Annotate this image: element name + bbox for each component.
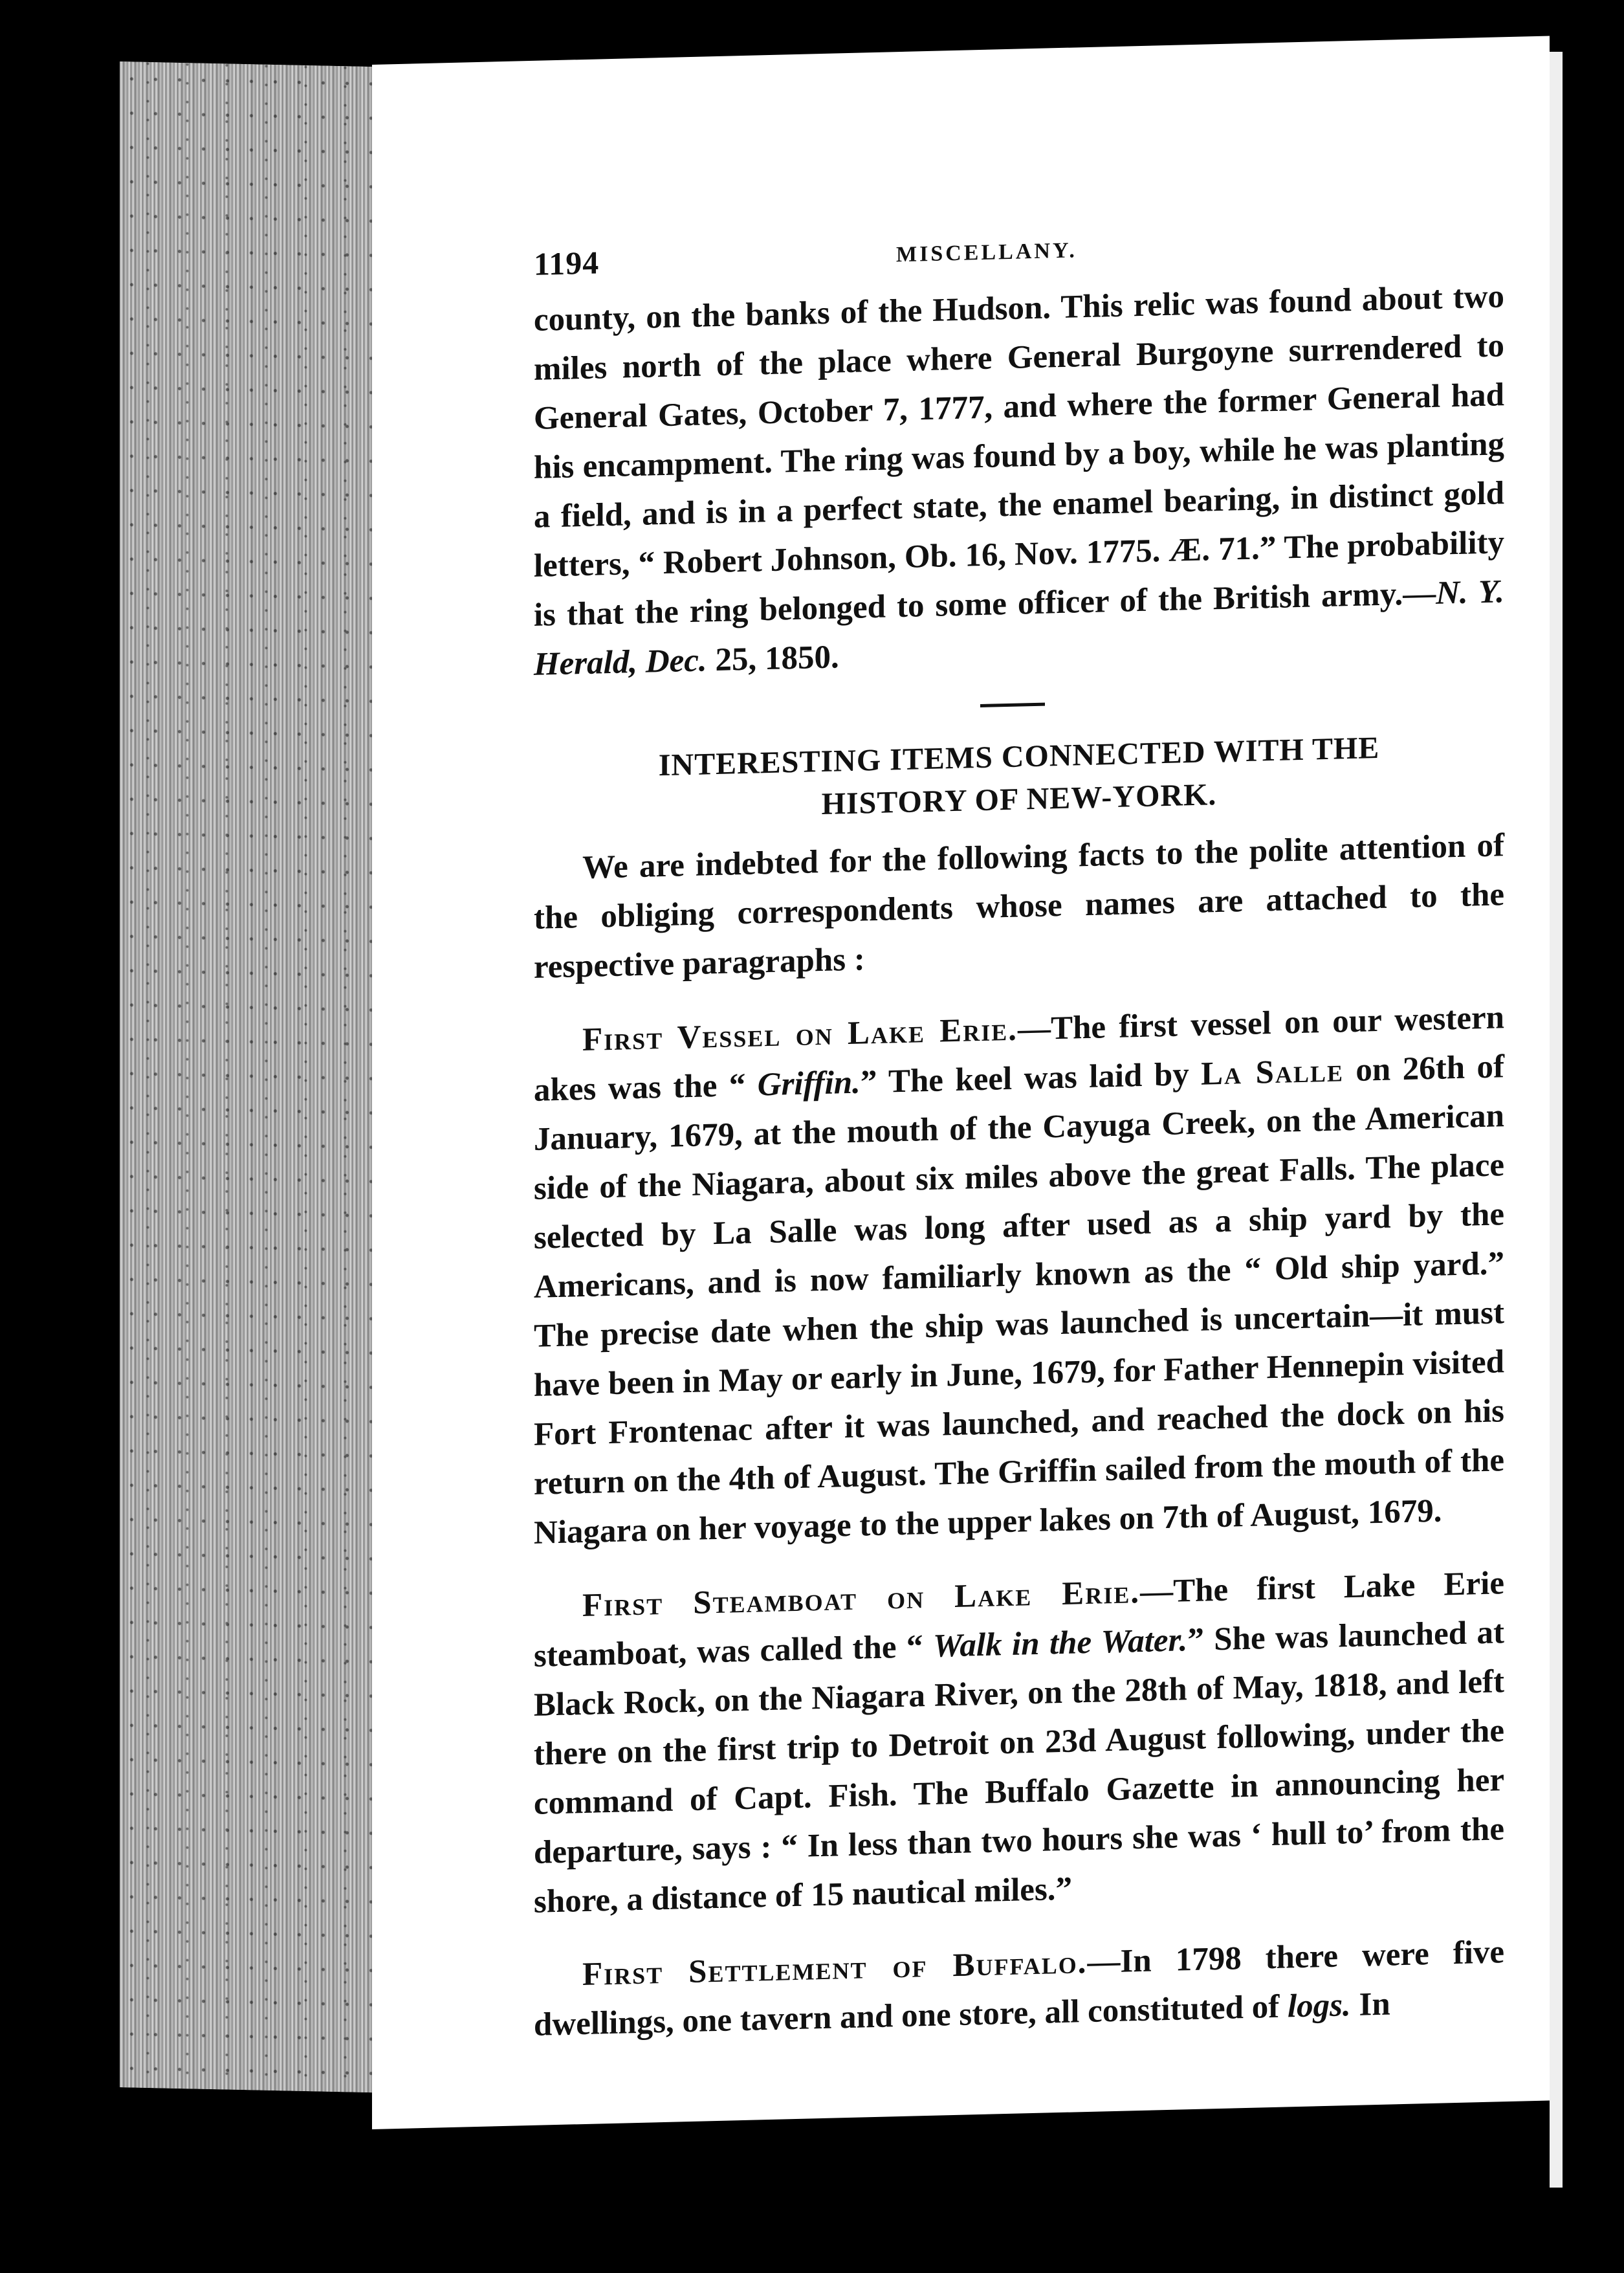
entry-title: First Vessel on Lake Erie. — [582, 1011, 1018, 1059]
scan-border — [1563, 0, 1624, 2273]
source-date-month: Dec. — [645, 642, 707, 680]
entry-text: on 26th of January, 1679, at the mouth of the Cayuga Creek, on the American side of the Niagara, about six miles above the great Falls. The place selected by La Salle was long after used as a ship yard by the Americans, and is now familiarly known as the “ Old ship yard.” The precise date when the ship was launched is uncertain—it must have been in May or early in June, 1679, for Father Hennepin visited Fort Frontenac after it was launched, and reached the dock on his return on the 4th of August. The Griffin sailed from the mouth of the Niagara on her voyage to the upper lakes on 7th of August, 1679. — [534, 1048, 1504, 1551]
entry-text: —The first Lake Erie steamboat, was called the “ — [534, 1565, 1504, 1674]
section-heading — [534, 724, 1504, 833]
ship-name: Griffin. — [757, 1064, 861, 1103]
intro-paragraph: We are indebted for the following facts to the polite attention of the obliging correspondents whose names are attached to the respective paragraphs : — [534, 827, 1504, 986]
entry-title: First Settlement of Buffalo. — [582, 1944, 1088, 1993]
person-name: La Salle — [1201, 1052, 1344, 1092]
running-head — [534, 215, 1504, 284]
entry-text: ” The keel was laid by — [860, 1056, 1202, 1101]
entry-first-vessel — [534, 993, 1504, 1558]
entry-text: ” She was launched at Black Rock, on the Niagara River, on the 28th of May, 1818, and left there on the first trip to Detroit on 23d August following, under the command of Capt. Fish. The Buffalo Gazette in announcing her departure, says : “ In less than two hours she was ‘ hull to’ from the shore, a distance of 15 nautical miles.” — [534, 1614, 1504, 1920]
heading-line-2: HISTORY OF NEW-YORK. — [821, 777, 1217, 822]
entry-text: —The first vessel on our western akes was the “ — [534, 999, 1504, 1109]
section-divider — [980, 703, 1045, 707]
running-title: MISCELLANY. — [896, 238, 1077, 267]
page-number: 1194 — [534, 244, 600, 282]
entry-first-steamboat — [534, 1558, 1504, 1927]
entry-first-settlement — [534, 1927, 1504, 2050]
emphasis: logs. — [1287, 1987, 1351, 2025]
book-page-edges — [120, 61, 372, 2092]
entry-text: —In 1798 there were five dwellings, one tavern and one store, all constituted of — [534, 1934, 1504, 2043]
page-content — [534, 215, 1504, 2050]
book-page — [372, 36, 1550, 2129]
ship-name: Walk in the Water. — [932, 1622, 1188, 1665]
source-date: 25, 1850. — [707, 639, 839, 679]
heading-line-1: INTERESTING ITEMS CONNECTED WITH THE — [658, 730, 1380, 783]
source-citation: N. Y. Herald, — [534, 573, 1504, 683]
continuation-text: county, on the banks of the Hudson. This relic was found about two miles north of the place where General Burgoyne surrendered to General Gates, October 7, 1777, and where the former General had his encampment. The ring was found by a boy, while he was planting a field, and is in a perfect state, the enamel bearing, in distinct gold letters, “ Robert Johnson, Ob. 16, Nov. 1775. Æ. 71.” The probability is that the ring belonged to some officer of the British army.— — [534, 278, 1504, 634]
next-page-edge — [1550, 52, 1563, 2188]
entry-title: First Steamboat on Lake Erie. — [582, 1573, 1141, 1624]
entry-text: In — [1350, 1986, 1390, 2024]
continuation-paragraph — [534, 272, 1504, 689]
